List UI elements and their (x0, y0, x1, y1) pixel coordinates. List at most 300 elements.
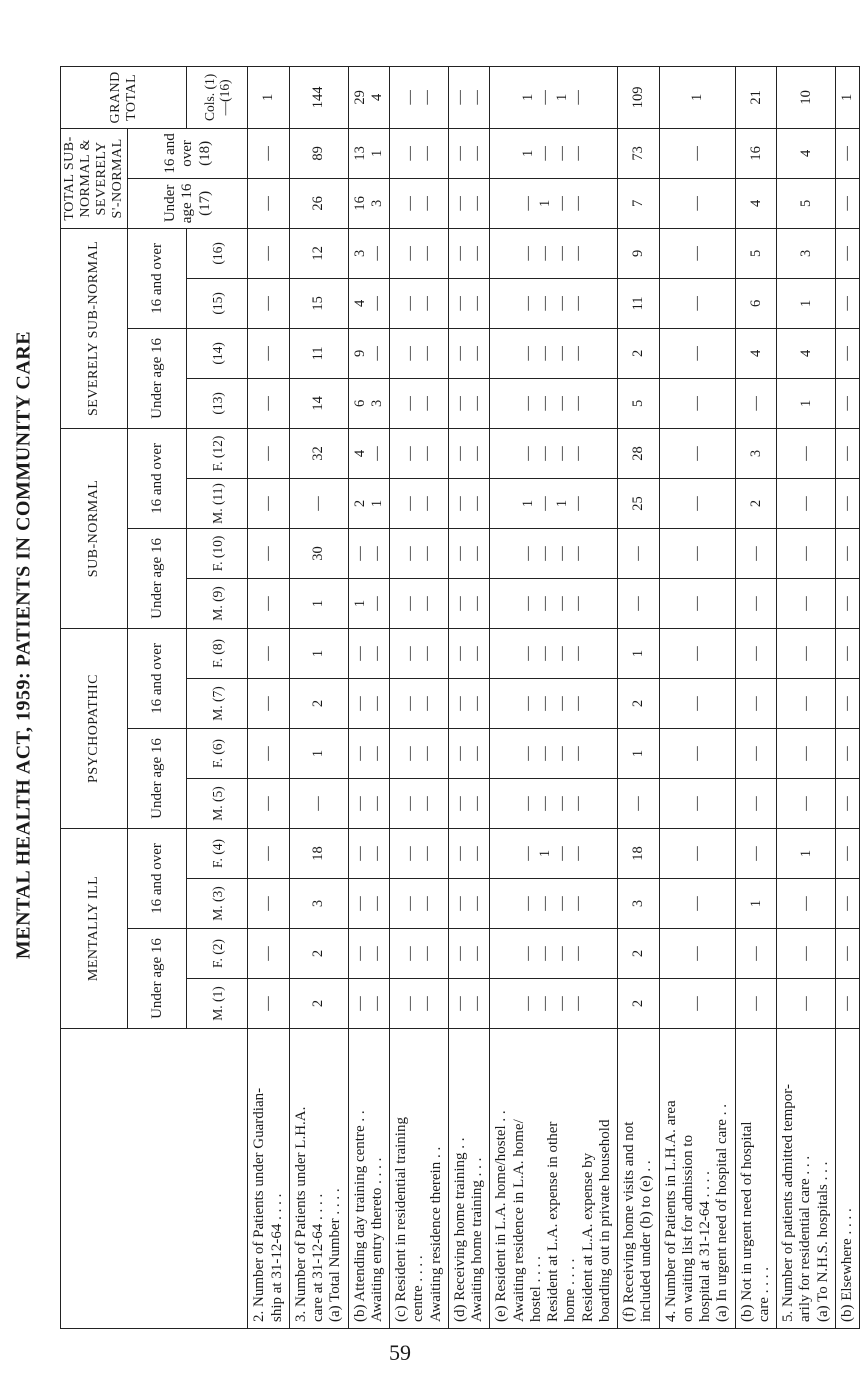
cell-value: 6 (747, 299, 764, 308)
cell-value: — (402, 396, 419, 411)
cell-value: — (469, 546, 486, 561)
cell-value: — (402, 446, 419, 461)
cell-value: — (839, 996, 856, 1011)
group-grand-total: GRAND TOTAL (61, 66, 187, 128)
row-label (618, 1029, 660, 1329)
row-label-line: Resident at L.A. expense by (579, 1152, 596, 1322)
table-cell (348, 879, 390, 929)
table-cell (735, 578, 777, 628)
table-cell (248, 578, 290, 628)
table-cell (490, 478, 618, 528)
cell-value: — (402, 796, 419, 811)
table-cell (390, 378, 449, 428)
cell-value: — (452, 296, 469, 311)
table-cell (735, 278, 777, 328)
cell-value: 32 (310, 446, 327, 461)
cell-value: — (402, 246, 419, 261)
cell-value: — (570, 896, 587, 911)
table-cell (735, 66, 777, 128)
table-cell (618, 228, 660, 278)
total-16-over-col: 16 and over (18) (128, 128, 248, 178)
row-label (248, 1029, 290, 1329)
table-cell (659, 66, 735, 128)
table-cell (490, 128, 618, 178)
cell-value: — (260, 596, 277, 611)
table-cell (777, 979, 836, 1029)
cell-value: — (520, 796, 537, 811)
table-cell (490, 628, 618, 678)
cell-value: — (419, 246, 435, 261)
table-cell (735, 778, 777, 828)
cell-value: — (520, 346, 537, 361)
table-cell (390, 128, 449, 178)
table-cell (289, 128, 348, 178)
cell-value: — (260, 396, 277, 411)
table-cell (659, 278, 735, 328)
table-cell (448, 728, 490, 778)
cell-value: — (260, 196, 277, 211)
table-cell (490, 278, 618, 328)
cell-value: — (402, 846, 419, 861)
cell-value: — (839, 296, 856, 311)
table-cell (390, 828, 449, 878)
cell-value: — (570, 646, 587, 661)
cell-value: — (520, 946, 537, 961)
cell-value: — (452, 596, 469, 611)
cell-value: — (368, 446, 385, 461)
cell-value: — (368, 546, 385, 561)
cell-value: 5 (797, 199, 814, 208)
row-label (289, 1029, 348, 1329)
row-label (490, 1029, 618, 1329)
cell-value: — (537, 996, 554, 1011)
col-header: (13) (187, 378, 248, 428)
table-cell (777, 528, 836, 578)
cell-value: 2 (310, 699, 327, 708)
cell-value: — (419, 346, 435, 361)
table-cell (618, 979, 660, 1029)
table-row (735, 66, 777, 1328)
table-cell (448, 178, 490, 228)
cell-value: 2 (630, 949, 647, 958)
cell-value: 1 (368, 149, 385, 158)
cell-value: — (688, 796, 705, 811)
cell-value: — (520, 396, 537, 411)
cell-value: — (368, 796, 385, 811)
cell-value: — (537, 146, 554, 161)
cell-value: — (797, 596, 814, 611)
cell-value: — (839, 346, 856, 361)
cell-value: — (553, 896, 570, 911)
cell-value: 28 (630, 446, 647, 461)
cell-value: — (260, 946, 277, 961)
cell-value: — (520, 846, 537, 861)
cell-value: — (747, 696, 764, 711)
cell-value: 10 (797, 90, 814, 105)
cell-value: 1 (520, 149, 537, 158)
table-cell (248, 378, 290, 428)
table-cell (659, 979, 735, 1029)
table-row (490, 66, 618, 1328)
cell-value: 109 (630, 86, 647, 109)
cell-value: 1 (310, 599, 327, 608)
table-cell (390, 628, 449, 678)
cell-value: 4 (352, 299, 369, 308)
cell-value: — (520, 296, 537, 311)
row-label-line: centre . . . . (410, 1255, 427, 1322)
cell-value: — (688, 896, 705, 911)
table-cell (289, 66, 348, 128)
table-cell (835, 728, 859, 778)
cell-value: — (570, 246, 587, 261)
cell-value: — (688, 246, 705, 261)
cell-value: — (260, 746, 277, 761)
cell-value: — (260, 796, 277, 811)
cell-value: 26 (310, 196, 327, 211)
row-label-line: (b) Elsewhere . . . . (838, 1208, 855, 1322)
cell-value: — (537, 446, 554, 461)
table-cell (448, 278, 490, 328)
table-cell (777, 578, 836, 628)
cell-value: — (688, 596, 705, 611)
cell-value: — (368, 896, 385, 911)
cell-value: 5 (747, 249, 764, 258)
cell-value: — (452, 246, 469, 261)
table-cell (289, 929, 348, 979)
col-header: M. (3) (187, 879, 248, 929)
table-cell (835, 378, 859, 428)
table-cell (735, 979, 777, 1029)
table-cell (659, 178, 735, 228)
cell-value: 7 (630, 199, 647, 208)
table-cell (448, 979, 490, 1029)
cell-value: — (402, 596, 419, 611)
cell-value: 1 (630, 749, 647, 758)
cell-value: 2 (310, 999, 327, 1008)
cell-value: — (797, 696, 814, 711)
cell-value: — (839, 146, 856, 161)
table-cell (735, 428, 777, 478)
page-header-text: MENTAL HEALTH ACT, 1959: PATIENTS IN COMMUNITY CARE (12, 330, 35, 960)
cell-value: — (688, 146, 705, 161)
page-header (4, 0, 44, 1290)
group-psychopathic: PSYCHOPATHIC (61, 628, 128, 828)
cell-value: — (553, 246, 570, 261)
cell-value: — (402, 896, 419, 911)
table-cell (659, 228, 735, 278)
cell-value: — (553, 996, 570, 1011)
table-cell (348, 278, 390, 328)
table-cell (248, 66, 290, 128)
cell-value: — (630, 546, 647, 561)
cell-value: — (747, 846, 764, 861)
table-cell (618, 678, 660, 728)
cell-value: — (260, 546, 277, 561)
age-under-16: Under age 16 (128, 728, 187, 828)
cell-value: — (419, 546, 435, 561)
cell-value: — (402, 346, 419, 361)
table-row (248, 66, 290, 1328)
cell-value: — (260, 146, 277, 161)
row-label-line: (a) Total Number . . . . (327, 1188, 344, 1322)
cell-value: — (419, 446, 435, 461)
table-cell (490, 728, 618, 778)
table-cell (490, 428, 618, 478)
table-cell (659, 578, 735, 628)
table-cell (348, 578, 390, 628)
cell-value: — (419, 496, 435, 511)
cell-value: — (747, 646, 764, 661)
table-cell (835, 578, 859, 628)
cell-value: — (797, 496, 814, 511)
cell-value: 2 (747, 499, 764, 508)
table-cell (289, 578, 348, 628)
cell-value: — (419, 696, 435, 711)
table-cell (248, 528, 290, 578)
table-row (777, 66, 836, 1328)
table-cell (777, 628, 836, 678)
cell-value: 3 (747, 449, 764, 458)
table-cell (248, 328, 290, 378)
table-cell (490, 979, 618, 1029)
cell-value: 5 (630, 399, 647, 408)
table-cell (248, 178, 290, 228)
cell-value: — (352, 946, 369, 961)
table-cell (348, 478, 390, 528)
cell-value: — (839, 696, 856, 711)
cell-value: — (839, 746, 856, 761)
row-label-line: (b) Not in urgent need of hospital (738, 1121, 755, 1322)
cell-value: 9 (630, 249, 647, 258)
cell-value: — (537, 396, 554, 411)
table-cell (448, 628, 490, 678)
cell-value: — (839, 896, 856, 911)
cell-value: — (797, 996, 814, 1011)
cell-value: 25 (630, 496, 647, 511)
cell-value: — (553, 146, 570, 161)
cell-value: — (553, 796, 570, 811)
table-cell (618, 628, 660, 678)
cell-value: — (520, 196, 537, 211)
table-cell (835, 66, 859, 128)
table-cell (735, 128, 777, 178)
cell-value: — (688, 746, 705, 761)
col-header: F. (12) (187, 428, 248, 478)
cell-value: — (797, 646, 814, 661)
table-cell (348, 929, 390, 979)
cell-value: — (839, 496, 856, 511)
table-cell (659, 528, 735, 578)
table-cell (777, 66, 836, 128)
table-cell (289, 328, 348, 378)
row-label-line: (a) In urgent need of hospital care . . (714, 1104, 731, 1322)
table-row (835, 66, 859, 1328)
table-cell (735, 378, 777, 428)
cell-value: — (553, 296, 570, 311)
row-label (835, 1029, 859, 1329)
cell-value: 1 (630, 649, 647, 658)
cell-value: 2 (630, 699, 647, 708)
cell-value: 4 (747, 349, 764, 358)
cell-value: 14 (310, 396, 327, 411)
table-cell (348, 728, 390, 778)
cell-value: — (260, 896, 277, 911)
table-cell (659, 778, 735, 828)
cell-value: — (537, 90, 554, 105)
table-cell (659, 128, 735, 178)
cell-value: — (469, 296, 486, 311)
table-cell (735, 879, 777, 929)
table-cell (348, 628, 390, 678)
cell-value: — (688, 296, 705, 311)
table-row (289, 66, 348, 1328)
cell-value: 21 (747, 90, 764, 105)
cell-value: 16 (352, 196, 369, 211)
cell-value: — (570, 696, 587, 711)
page-number: 59 (389, 1340, 411, 1365)
table-cell (835, 979, 859, 1029)
cell-value: — (570, 396, 587, 411)
table-cell (348, 378, 390, 428)
cell-value: — (553, 696, 570, 711)
cell-value: 1 (260, 93, 277, 102)
col-header: M. (11) (187, 478, 248, 528)
cell-value: — (520, 896, 537, 911)
cell-value: 1 (797, 849, 814, 858)
cell-value: — (352, 546, 369, 561)
table-cell (390, 728, 449, 778)
cell-value: 3 (630, 899, 647, 908)
col-header: F. (8) (187, 628, 248, 678)
cell-value: 3 (368, 199, 385, 208)
table-cell (490, 778, 618, 828)
table-cell (448, 328, 490, 378)
cell-value: — (553, 196, 570, 211)
cell-value: — (419, 796, 435, 811)
cell-value: — (419, 846, 435, 861)
cell-value: — (469, 996, 486, 1011)
cell-value: — (452, 646, 469, 661)
cell-value: 3 (368, 399, 385, 408)
table-cell (735, 228, 777, 278)
cell-value: — (747, 596, 764, 611)
row-label-line: care at 31-12-64 . . . . (310, 1193, 327, 1322)
row-label-line: 5. Number of patients admitted tempor- (780, 1084, 797, 1322)
table-cell (777, 778, 836, 828)
table-cell (490, 378, 618, 428)
table-cell (777, 879, 836, 929)
table-cell (659, 378, 735, 428)
row-label-line: home . . . . (562, 1258, 579, 1322)
cell-value: — (537, 796, 554, 811)
cell-value: — (419, 896, 435, 911)
cell-value: — (452, 146, 469, 161)
row-label-line: (a) To N.H.S. hospitals . . . (814, 1161, 831, 1322)
row-label-line: boarding out in private household (596, 1119, 613, 1322)
row-label (390, 1029, 449, 1329)
cell-value: 11 (630, 296, 647, 311)
row-label (348, 1029, 390, 1329)
table-cell (248, 728, 290, 778)
cell-value: — (839, 946, 856, 961)
col-header: (14) (187, 328, 248, 378)
cell-value: 4 (368, 93, 385, 102)
cell-value: — (537, 346, 554, 361)
cell-value: — (553, 846, 570, 861)
cell-value: — (352, 696, 369, 711)
cell-value: 1 (310, 649, 327, 658)
cell-value: — (452, 896, 469, 911)
cell-value: — (352, 996, 369, 1011)
cell-value: — (368, 296, 385, 311)
cell-value: — (469, 946, 486, 961)
row-label-line: 4. Number of Patients in L.H.A. area (662, 1100, 679, 1322)
cell-value: — (452, 946, 469, 961)
table-cell (289, 628, 348, 678)
row-label-line: (f) Receiving home visits and not (621, 1121, 638, 1322)
table-cell (735, 678, 777, 728)
cell-value: — (570, 346, 587, 361)
table-row (618, 66, 660, 1328)
cell-value: — (469, 796, 486, 811)
cell-value: — (419, 196, 435, 211)
cell-value: 1 (537, 199, 554, 208)
table-cell (390, 66, 449, 128)
table-cell (448, 378, 490, 428)
table-cell (348, 778, 390, 828)
cell-value: — (419, 296, 435, 311)
cell-value: — (688, 996, 705, 1011)
table-cell (659, 428, 735, 478)
table-row (348, 66, 390, 1328)
cell-value: — (260, 296, 277, 311)
cell-value: 12 (310, 246, 327, 261)
table-cell (348, 66, 390, 128)
table-cell (618, 528, 660, 578)
table-cell (248, 278, 290, 328)
cell-value: 6 (352, 399, 369, 408)
cell-value: — (260, 446, 277, 461)
age-16-and-over: 16 and over (128, 228, 187, 328)
cell-value: — (570, 546, 587, 561)
table-cell (348, 828, 390, 878)
table-cell (348, 228, 390, 278)
table-cell (248, 428, 290, 478)
table-cell (835, 879, 859, 929)
cell-value: — (452, 846, 469, 861)
table-cell (390, 578, 449, 628)
table-body (248, 66, 860, 1328)
table-cell (490, 929, 618, 979)
cell-value: 2 (310, 949, 327, 958)
table-cell (735, 328, 777, 378)
cell-value: — (469, 346, 486, 361)
table-cell (735, 929, 777, 979)
table-cell (390, 979, 449, 1029)
cell-value: — (570, 146, 587, 161)
row-label-line: (e) Resident in L.A. home/hostel . . (493, 1110, 510, 1322)
col-header: M. (1) (187, 979, 248, 1029)
table-cell (448, 228, 490, 278)
table-cell (289, 879, 348, 929)
cell-value: 16 (747, 146, 764, 161)
table-cell (735, 728, 777, 778)
cell-value: 1 (553, 93, 570, 102)
cell-value: — (469, 496, 486, 511)
cell-value: — (520, 246, 537, 261)
header-corner (61, 1029, 248, 1329)
table-row (448, 66, 490, 1328)
